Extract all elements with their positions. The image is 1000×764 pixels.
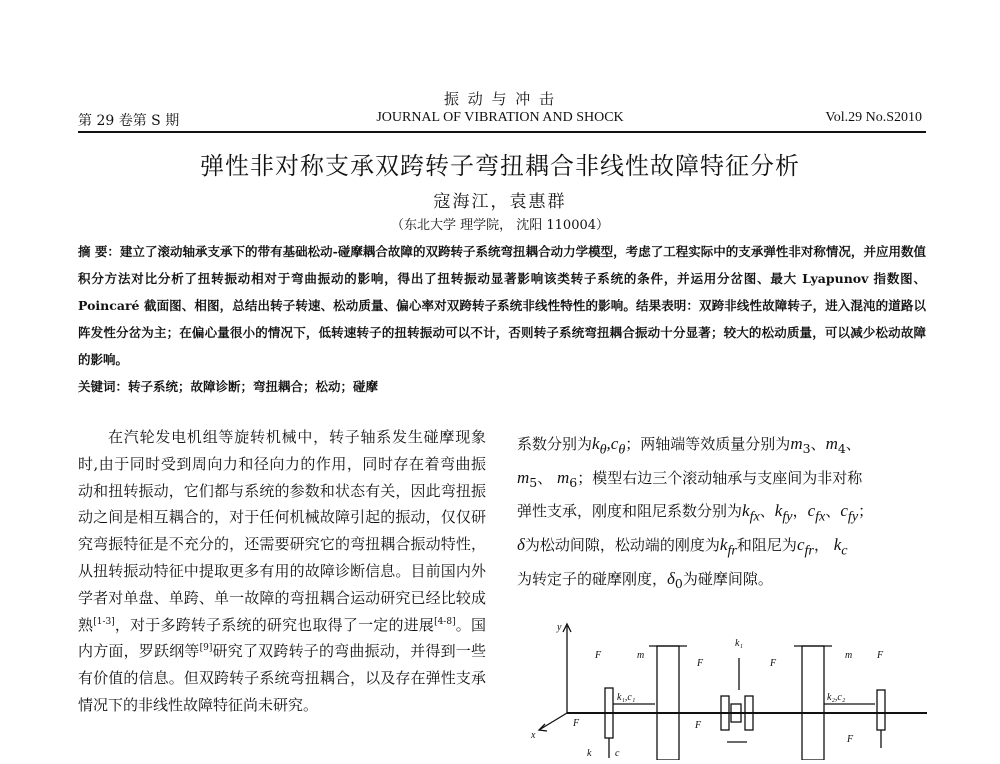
svg-text:F: F [847, 734, 854, 745]
svg-text:F: F [697, 658, 704, 669]
body-line: 系数分别为$k_\theta,c_\theta$；两轴端等效质量分别为$m_3$、$m_4$、 [517, 434, 861, 458]
svg-text:k₁: k₁ [735, 638, 743, 649]
journal-name-cn: 振 动 与 冲 击 [443, 90, 557, 108]
svg-text:k: k [587, 748, 592, 759]
header-rule [78, 131, 926, 133]
body-line: δ为松动间隙，松动端的刚度为$k_{fr}$和阻尼为$c_{fr}$， $k_c$ [517, 535, 848, 559]
body-line: 弹性支承，刚度和阻尼系数分别为$k_{fx}$、$k_{fy}$，$c_{fx}$、$c_{fy}$； [517, 501, 874, 525]
citation: [9] [199, 643, 213, 654]
citation: [1-3] [93, 616, 115, 627]
issue-info-right: Vol.29 No.S2010 [825, 110, 922, 125]
issue-info-left: 第 29 卷第 S 期 [78, 113, 180, 129]
svg-text:x: x [531, 730, 536, 741]
svg-text:F: F [573, 718, 580, 729]
svg-text:c: c [615, 748, 620, 759]
svg-text:F: F [595, 650, 602, 661]
body-line: 为转定子的碰摩刚度，$\delta_0$为碰摩间隙。 [517, 569, 773, 592]
body-right-column [517, 430, 931, 599]
paper-authors: 寇海江，袁惠群 [433, 192, 567, 212]
keywords-text: 转子系统；故障诊断；弯扭耦合；松动；碰摩 [128, 379, 379, 394]
body-left-column [78, 424, 486, 719]
svg-text:m: m [637, 650, 645, 661]
svg-text:F: F [695, 720, 702, 731]
svg-text:F: F [877, 650, 884, 661]
abstract-block [78, 238, 926, 400]
rotor-model-figure [517, 618, 931, 760]
svg-text:F: F [770, 658, 777, 669]
svg-text:k₂,c₂: k₂,c₂ [827, 692, 846, 703]
journal-name-en: JOURNAL OF VIBRATION AND SHOCK [376, 110, 624, 125]
body-paragraph: 在汽轮发电机组等旋转机械中，转子轴系发生碰摩现象时,由于同时受到周向力和径向力的作用，同时存在着弯曲振动和扭转振动，它们都与系统的参数和状态有关，因此弯扭振动之间是相互耦合的，对于任何机械故障引起的振动，仅仅研究弯振特征是不充分的，还需要研究它的弯扭耦合振动特性，从扭转振动特征中提取更多有用的故障诊断信息。目前国内外学者对单盘、单跨、单一故障的弯扭耦合运动研究已经比较成熟[1-3]，对于多跨转子系统的研究也取得了一定的进展[4-8]。国内方面，罗跃纲等[9]研究了双跨转子的弯曲振动，并得到一些有价值的信息。但双跨转子系统弯扭耦合，以及存在弹性支承情况下的非线性故障特征尚未研究。 [78, 428, 486, 714]
abstract-label: 摘 要： [78, 244, 120, 259]
rotor-diagram [517, 618, 931, 760]
svg-text:m: m [845, 650, 853, 661]
svg-text:k₁,c₁: k₁,c₁ [617, 692, 636, 703]
paper-title: 弹性非对称支承双跨转子弯扭耦合非线性故障特征分析 [200, 152, 800, 180]
svg-text:y: y [557, 622, 562, 633]
body-line: $m_5$、 $m_6$；模型右边三个滚动轴承与支座间为非对称 [517, 467, 863, 490]
citation: [4-8] [434, 616, 456, 627]
paper-affiliation: （东北大学 理学院， 沈阳 110004） [390, 218, 610, 233]
keywords-label: 关键词： [78, 379, 129, 394]
abstract-text: 建立了滚动轴承支承下的带有基础松动-碰摩耦合故障的双跨转子系统弯扭耦合动力学模型，考虑了工程实际中的支承弹性非对称情况，并应用数值积分方法对比分析了扭转振动相对于弯曲振动的影响，得出了扭转振动显著影响该类转子系统的条件，并运用分岔图、最大 Lyapunov 指数图、Poincaré 截面图、相图，总结出转子转速、松动质量、偏心率对双跨转子系统非线性特性的影响。结果表明：双跨非线性故障转子，进入混沌的道路以阵发性分岔为主；在偏心量很小的情况下，低转速转子的扭转振动可以不计，否则转子系统弯扭耦合振动十分显著；较大的松动质量，可以减少松动故障的影响。 [78, 244, 926, 367]
